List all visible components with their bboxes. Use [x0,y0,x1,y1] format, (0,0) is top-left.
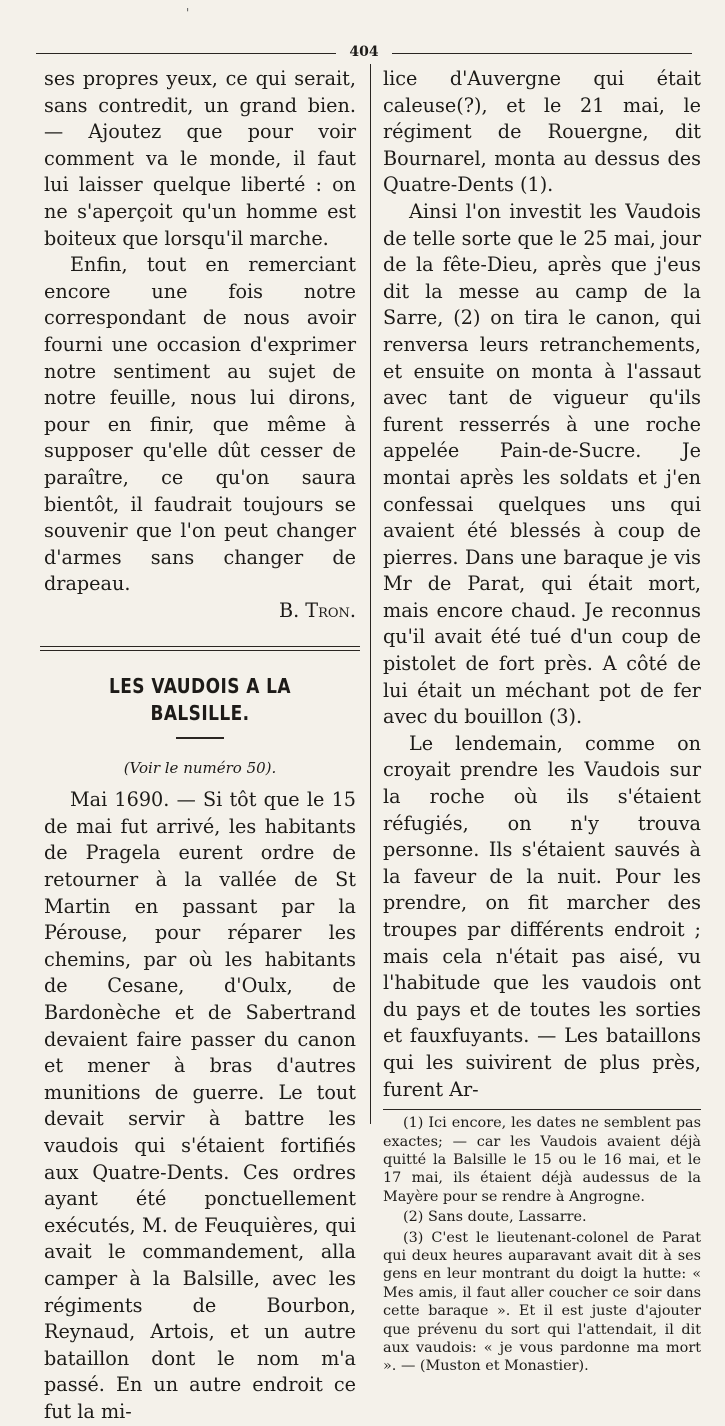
see-note: (Voir le numéro 50). [123,758,277,777]
left-paragraph-3: Mai 1690. — Si tôt que le 15 de mai fut arrivé, les habitants de Pragela eurent ordre de retourner à la vallée de St Martin en passant par la Pérouse, pour réparer les chemins, par où les habitants de Cesane, d'Oulx, de Bardonèche et de Sabertrand devaient faire passer du canon et mener à bras d'autres munitions de guerre. Le tout devait servir à battre les vaudois qui s'étaient fortifiés aux Quatre-Dents. Ces ordres ayant été ponctuellement exécutés, M. de Feuquières, qui avait le commandement, alla camper à la Balsille, avec les régiments de Bourbon, Reynaud, Artois, et un autre bataillon dont le nom m'a passé. En un autre endroit ce fut la mi- [44,788,356,1423]
signature [44,598,356,625]
left-column [44,66,356,1426]
header-rule-right [392,53,692,54]
footnote-1: (1) Ici encore, les dates ne semblent pas exactes; — car les Vaudois avaient déjà quitté la Balsille le 15 ou le 16 mai, et le 17 mai, ils étaient déjà audessus de la Mayère pour se rendre à Angrogne. [383,1115,701,1205]
page-header [36,44,692,60]
header-rule-left [36,53,336,54]
left-paragraph-2: Enfin, tout en remerciant encore une fois notre correspondant de nous avoir fourni une occasion d'exprimer notre sentiment au sujet de notre feuille, nous lui dirons, pour en finir, que même à supposer qu'elle dût cesser de paraître, ce qu'on saura bientôt, il faudrait toujours se souvenir que l'on peut changer d'armes sans changer de drapeau. [44,253,356,596]
title-dash [176,737,224,739]
right-paragraph-1: lice d'Auvergne qui était caleuse(?), et le 21 mai, le régiment de Rouergne, dit Bournarel, monta au dessus des Quatre-Dents (1). [383,67,701,197]
right-column [383,66,701,1378]
footnote-3: (3) C'est le lieutenant-colonel de Parat qui deux heures auparavant avait dit à ses gens en leur montrant du doigt la hutte: « Mes amis, il faut aller coucher ce soir dans cette baraque ». Et il est juste d'ajouter que prévenu du sort qui l'attendait, il dit aux vaudois: « je vous pardonne ma mort ». — (Muston et Monastier). [383,1229,701,1375]
footnote-rule [383,1109,701,1110]
right-paragraph-2: Ainsi l'on investit les Vaudois de telle sorte que le 25 mai, jour de la fête-Dieu, après que j'eus dit la messe au camp de la Sarre, (2) on tira le canon, qui renversa leurs retranchements, et ensuite on monta à l'assaut avec tant de vigueur qu'ils furent resserrés à une roche appelée Pain-de-Sucre. Je montai après les soldats et j'en confessai quelques uns qui avaient été blessés à coup de pierres. Dans une baraque je vis Mr de Parat, qui était mort, mais encore chaud. Je reconnus qu'il avait été tué d'un coup de pistolet de fort près. A côté de lui était un méchant pot de fer avec du bouillon (3). [383,199,701,729]
right-paragraph-3: Le lendemain, comme on croyait prendre les Vaudois sur la roche où ils s'étaient réfugiés, on n'y trouva personne. Ils s'étaient sauvés à la faveur de la nuit. Pour les prendre, on fit marcher des troupes par différents endroit ; mais cela n'était pas aisé, vu l'habitude que les vaudois ont du pays et de toutes les sorties et fauxfuyants. — Les bataillons qui les suivirent de plus près, furent Ar- [383,731,701,1101]
article-title: LES VAUDOIS A LA BALSILLE. [109,674,291,726]
signature-text: B. Tron. [278,598,356,622]
column-divider [370,64,371,1124]
section-separator [40,646,360,651]
footnotes [383,1114,701,1376]
top-mark: ' [186,6,190,20]
page-number: 404 [345,44,382,60]
left-paragraph-1: ses propres yeux, ce qui serait, sans contredit, un grand bien. — Ajoutez que pour voir comment va le monde, il faut lui laisser quelque liberté : on ne s'aperçoit qu'un homme est boiteux que lorsqu'il marche. [44,67,356,250]
footnote-2: (2) Sans doute, Lassarre. [403,1209,587,1226]
